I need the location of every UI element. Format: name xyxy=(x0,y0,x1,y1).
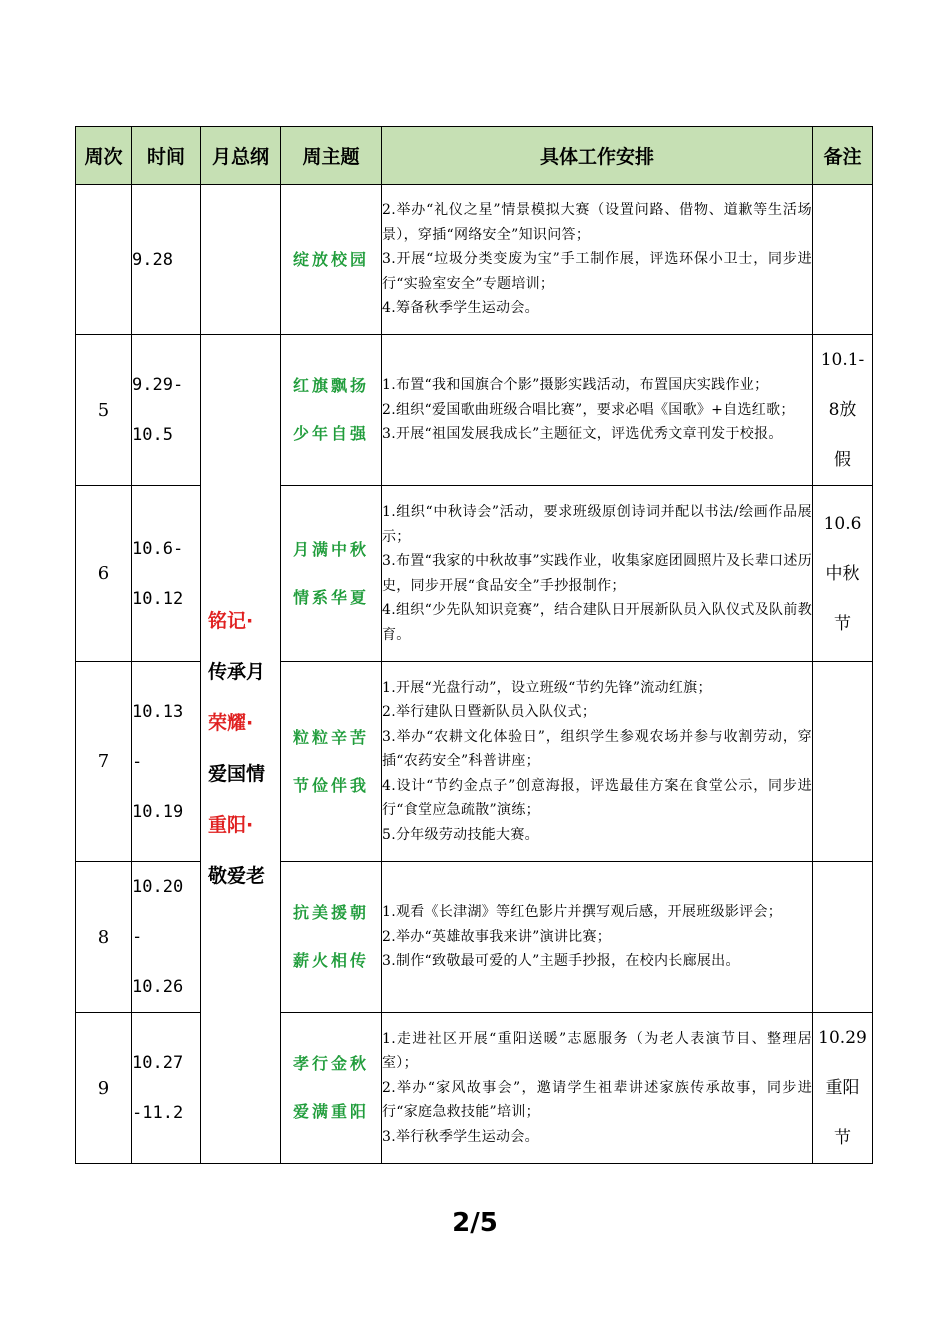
week-theme xyxy=(281,185,382,335)
time-cell xyxy=(132,1013,201,1164)
time-line: 10.5 xyxy=(132,425,173,445)
note-cell xyxy=(813,662,873,862)
table-row xyxy=(76,1013,873,1164)
week-theme-line: 孝行金秋 xyxy=(292,1054,369,1073)
week-theme-line: 抗美援朝 xyxy=(292,903,369,922)
task-item: 3.布置“我家的中秋故事”实践作业，收集家庭团圆照片及长辈口述历史，同步开展“食品安全”手抄报制作； xyxy=(382,553,812,594)
task-item: 4.设计“节约金点子”创意海报，评选最佳方案在食堂公示，同步进行“食堂应急疏散”演练； xyxy=(382,777,812,819)
task-item: 2.举行建队日暨新队员入队仪式； xyxy=(382,704,597,721)
week-number: 8 xyxy=(76,862,132,1013)
note-line: 10.1- xyxy=(820,350,865,370)
task-item: 3.开展“垃圾分类变废为宝”手工制作展，评选环保小卫士，同步进行“实验室安全”专题培训； xyxy=(382,251,812,292)
week-number: 5 xyxy=(76,335,132,486)
note-cell xyxy=(813,486,873,662)
month-outline-line: 传承月 xyxy=(208,661,266,683)
task-item: 3.制作“致敬最可爱的人”主题手抄报，在校内长廊展出。 xyxy=(382,953,740,970)
note-line: 节 xyxy=(834,1128,851,1148)
header-row xyxy=(76,127,873,185)
table-row xyxy=(76,862,873,1013)
month-outline-cell xyxy=(201,185,281,335)
task-item: 5.分年级劳动技能大赛。 xyxy=(382,826,539,843)
page-number: 2/5 xyxy=(452,1208,498,1238)
note-line: 8放 xyxy=(828,400,857,420)
week-number: 6 xyxy=(76,486,132,662)
week-theme xyxy=(281,335,382,486)
table-row xyxy=(76,662,873,862)
note-line: 节 xyxy=(834,613,851,634)
time-line: - xyxy=(132,927,143,947)
week-theme-line: 薪火相传 xyxy=(292,951,369,970)
time-line: 10.20 xyxy=(132,877,184,897)
time-line: 10.26 xyxy=(132,977,184,997)
time-line: 10.13 xyxy=(132,701,184,722)
time-line: 10.12 xyxy=(132,588,184,609)
week-number xyxy=(76,185,132,335)
month-outline-cell xyxy=(201,335,281,1164)
task-item: 3.开展“祖国发展我成长”主题征文，评选优秀文章刊发于校报。 xyxy=(382,426,783,443)
week-theme-line: 爱满重阳 xyxy=(292,1102,369,1121)
week-theme-line: 少年自强 xyxy=(292,424,369,443)
week-theme-line: 月满中秋 xyxy=(292,539,369,559)
note-line: 重阳 xyxy=(825,1078,860,1098)
header-week-theme: 周主题 xyxy=(281,127,382,185)
week-theme-line: 节俭伴我 xyxy=(292,775,369,795)
time-line: - xyxy=(132,751,143,772)
time-line: 10.6- xyxy=(132,538,184,559)
time-cell xyxy=(132,486,201,662)
time-line: 10.27 xyxy=(132,1053,184,1073)
task-list xyxy=(382,662,813,862)
note-line: 中秋 xyxy=(825,563,860,584)
time-line: 10.19 xyxy=(132,801,184,822)
header-tasks: 具体工作安排 xyxy=(382,127,813,185)
time-line: 9.28 xyxy=(132,249,173,270)
week-theme-line: 红旗飘扬 xyxy=(292,376,369,395)
table-row xyxy=(76,185,873,335)
month-outline-line: 铭记· xyxy=(208,610,254,632)
task-item: 1.走进社区开展“重阳送暖”志愿服务（为老人表演节目、整理居室）； xyxy=(382,1030,812,1072)
week-number: 9 xyxy=(76,1013,132,1164)
task-list xyxy=(382,862,813,1013)
task-item: 4.组织“少先队知识竞赛”，结合建队日开展新队员入队仪式及队前教育。 xyxy=(382,602,812,643)
time-line: 9.29- xyxy=(132,375,184,395)
task-item: 2.举办“家风故事会”，邀请学生祖辈讲述家族传承故事，同步进行“家庭急救技能”培训； xyxy=(382,1079,812,1121)
header-week: 周次 xyxy=(76,127,132,185)
task-item: 3.举办“农耕文化体验日”，组织学生参观农场并参与收割劳动，穿插“农药安全”科普讲座； xyxy=(382,728,812,770)
time-cell xyxy=(132,185,201,335)
schedule-table xyxy=(75,126,873,1164)
time-cell xyxy=(132,335,201,486)
week-number: 7 xyxy=(76,662,132,862)
task-item: 4.筹备秋季学生运动会。 xyxy=(382,300,539,317)
header-month-outline: 月总纲 xyxy=(201,127,281,185)
month-outline-line: 爱国情 xyxy=(208,763,266,785)
note-line: 10.29 xyxy=(818,1028,867,1048)
task-list xyxy=(382,335,813,486)
header-notes: 备注 xyxy=(813,127,873,185)
week-theme xyxy=(281,1013,382,1164)
week-theme xyxy=(281,486,382,662)
week-theme xyxy=(281,862,382,1013)
task-item: 3.举行秋季学生运动会。 xyxy=(382,1128,539,1145)
week-theme-line: 粒粒辛苦 xyxy=(292,727,369,747)
task-item: 1.观看《长津湖》等红色影片并撰写观后感，开展班级影评会； xyxy=(382,904,783,921)
task-item: 2.举办“礼仪之星”情景模拟大赛（设置问路、借物、道歉等生活场景），穿插“网络安全”知识问答； xyxy=(382,202,812,243)
note-line: 假 xyxy=(834,450,851,470)
task-item: 2.举办“英雄故事我来讲”演讲比赛； xyxy=(382,928,612,945)
month-outline-line: 敬爱老 xyxy=(208,865,266,887)
time-line: -11.2 xyxy=(132,1103,184,1123)
table-row xyxy=(76,486,873,662)
note-cell xyxy=(813,862,873,1013)
note-cell xyxy=(813,1013,873,1164)
task-item: 1.开展“光盘行动”，设立班级“节约先锋”流动红旗； xyxy=(382,679,712,696)
task-list xyxy=(382,486,813,662)
note-cell xyxy=(813,335,873,486)
week-theme xyxy=(281,662,382,862)
time-cell xyxy=(132,662,201,862)
task-list xyxy=(382,1013,813,1164)
table-row xyxy=(76,335,873,486)
task-item: 1.组织“中秋诗会”活动，要求班级原创诗词并配以书法/绘画作品展示； xyxy=(382,504,812,545)
note-line: 10.6 xyxy=(823,513,862,534)
note-cell xyxy=(813,185,873,335)
task-item: 1.布置“我和国旗合个影”摄影实践活动，布置国庆实践作业； xyxy=(382,377,769,394)
header-time: 时间 xyxy=(132,127,201,185)
week-theme-line: 绽放校园 xyxy=(292,249,369,269)
task-item: 2.组织“爱国歌曲班级合唱比赛”，要求必唱《国歌》+自选红歌； xyxy=(382,401,795,418)
month-outline-line: 荣耀· xyxy=(208,712,254,734)
month-outline-line: 重阳· xyxy=(208,814,254,836)
task-list xyxy=(382,185,813,335)
week-theme-line: 情系华夏 xyxy=(292,587,369,607)
time-cell xyxy=(132,862,201,1013)
